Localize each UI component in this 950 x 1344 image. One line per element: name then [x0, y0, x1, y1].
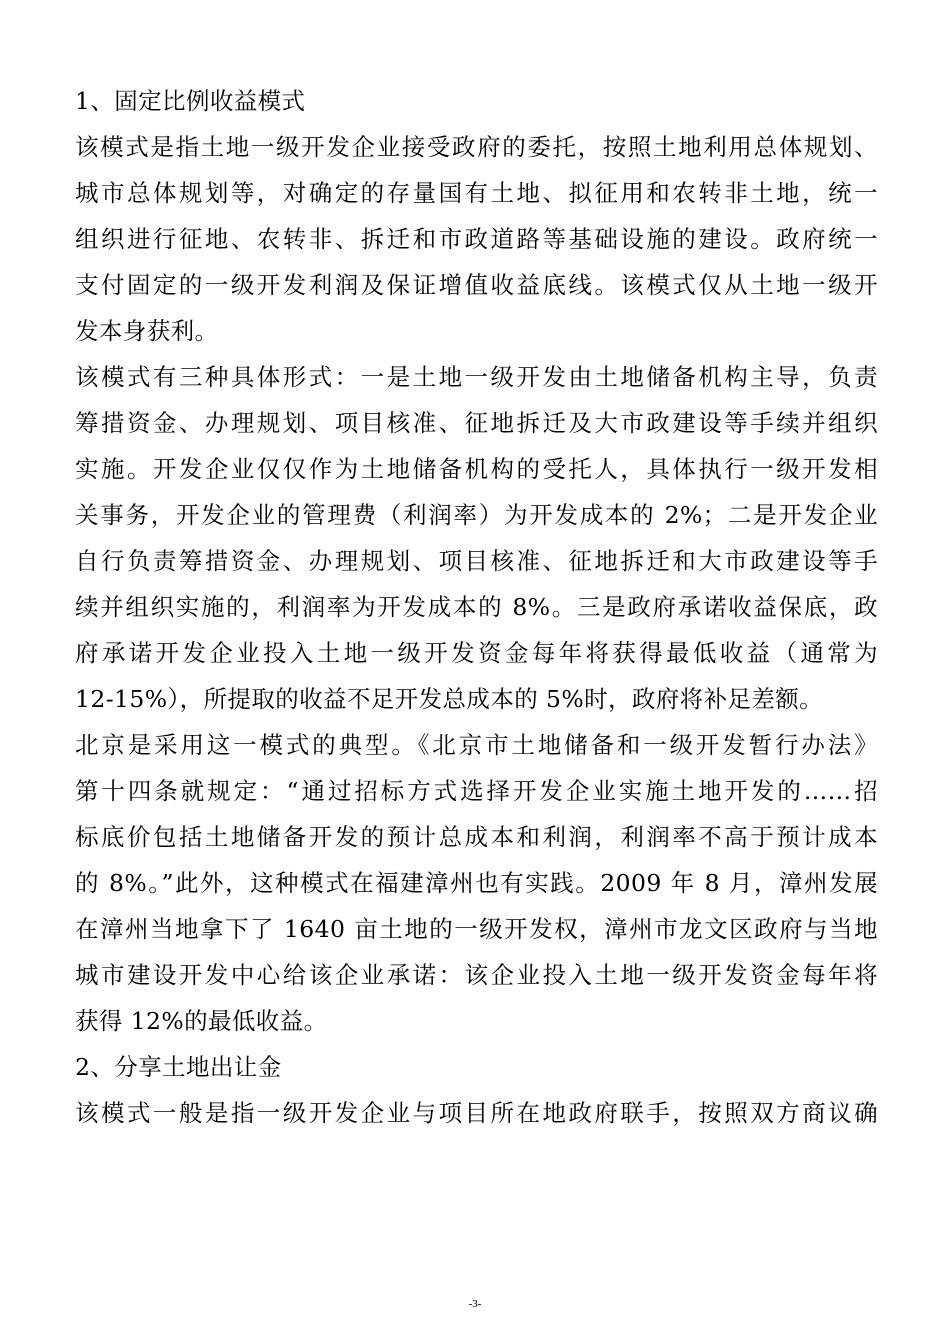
paragraph-line: 组织进行征地、农转非、拆迁和市政道路等基础设施的建设。政府统一 — [75, 225, 878, 253]
paragraph-line: 筹措资金、办理规划、项目核准、征地拆迁及大市政建设等手续并组织 — [75, 409, 878, 437]
paragraph-line: 该模式一般是指一级开发企业与项目所在地政府联手，按照双方商议确 — [75, 1099, 878, 1127]
paragraph-line: 在漳州当地拿下了 1640 亩土地的一级开发权，漳州市龙文区政府与当地 — [75, 915, 878, 943]
paragraph-line: 城市建设开发中心给该企业承诺：该企业投入土地一级开发资金每年将 — [75, 961, 878, 989]
paragraph-line: 北京是采用这一模式的典型。《北京市土地储备和一级开发暂行办法》 — [75, 731, 878, 759]
paragraph-line: 关事务，开发企业的管理费（利润率）为开发成本的 2%；二是开发企业 — [75, 501, 878, 529]
document-body — [75, 78, 878, 1136]
paragraph-line: 12-15%），所提取的收益不足开发总成本的 5%时，政府将补足差额。 — [75, 685, 824, 713]
paragraph-line: 的 8%。”此外，这种模式在福建漳州也有实践。2009 年 8 月，漳州发展 — [75, 869, 878, 897]
paragraph-line: 府承诺开发企业投入土地一级开发资金每年将获得最低收益（通常为 — [75, 639, 878, 667]
paragraph-line: 标底价包括土地储备开发的预计总成本和利润，利润率不高于预计成本 — [75, 823, 878, 851]
paragraph-line: 发本身获利。 — [75, 317, 219, 345]
paragraph-line: 城市总体规划等，对确定的存量国有土地、拟征用和农转非土地，统一 — [75, 179, 878, 207]
paragraph-line: 该模式是指土地一级开发企业接受政府的委托，按照土地利用总体规划、 — [75, 133, 878, 161]
paragraph-line: 获得 12%的最低收益。 — [75, 1007, 328, 1035]
paragraph-line: 支付固定的一级开发利润及保证增值收益底线。该模式仅从土地一级开 — [75, 271, 878, 299]
section-heading: 1、固定比例收益模式 — [75, 87, 306, 115]
paragraph-line: 第十四条就规定：“通过招标方式选择开发企业实施土地开发的……招 — [75, 777, 878, 805]
page-number: -3- — [468, 1298, 482, 1310]
paragraph-line: 续并组织实施的，利润率为开发成本的 8%。三是政府承诺收益保底，政 — [75, 593, 878, 621]
paragraph-line: 自行负责筹措资金、办理规划、项目核准、征地拆迁和大市政建设等手 — [75, 547, 878, 575]
section-heading: 2、分享土地出让金 — [75, 1053, 282, 1081]
paragraph-line: 该模式有三种具体形式：一是土地一级开发由土地储备机构主导，负责 — [75, 363, 878, 391]
paragraph-line: 实施。开发企业仅仅作为土地储备机构的受托人，具体执行一级开发相 — [75, 455, 878, 483]
